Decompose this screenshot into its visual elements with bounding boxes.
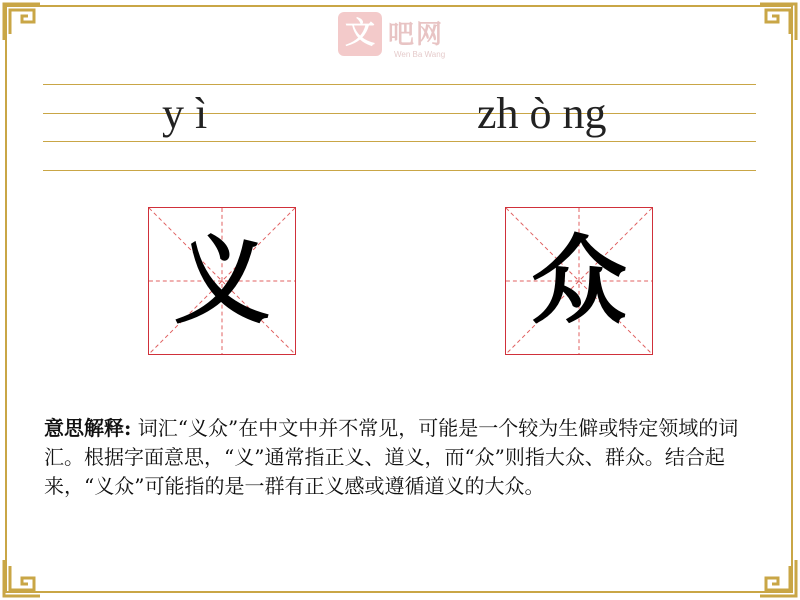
corner-ornament-icon — [756, 0, 800, 44]
hanzi-character: 义 — [174, 225, 270, 337]
corner-ornament-icon — [0, 0, 44, 44]
pinyin-syllable: zh ò ng — [477, 89, 607, 138]
watermark-site-name: 吧网 — [388, 20, 445, 50]
hanzi-character: 众 — [531, 225, 627, 337]
meaning-explanation — [44, 414, 756, 501]
watermark-site-pinyin: Wen Ba Wang — [394, 50, 446, 59]
site-watermark — [338, 10, 468, 66]
watermark-seal: 文 — [338, 12, 382, 56]
corner-ornament-icon — [756, 556, 800, 600]
explanation-text: 词汇“义众”在中文中并不常见，可能是一个较为生僻或特定领域的词汇。根据字面意思，“义”通常指正义、道义，而“众”则指大众、群众。结合起来，“义众”可能指的是一群有正义感或遵循道义的大众。 — [44, 416, 739, 498]
character-grid-box — [505, 207, 653, 355]
explanation-label: 意思解释: — [44, 416, 132, 440]
character-grid-box — [148, 207, 296, 355]
pinyin-syllable: y ì — [162, 89, 208, 138]
pinyin-ruled-lines — [43, 84, 756, 172]
corner-ornament-icon — [0, 556, 44, 600]
